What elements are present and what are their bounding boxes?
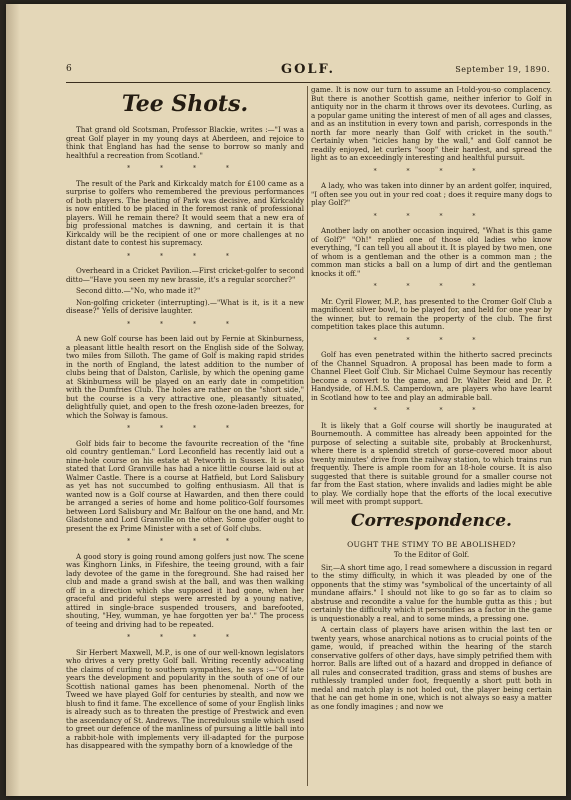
running-head: GOLF.	[280, 62, 335, 77]
paragraph: Second ditto.—"No, who made it?"	[76, 286, 201, 295]
paragraph: A good story is going round among golfers just now. The scene was Kinghorn Links, in Fifeshire, the teeing ground, with a fair lady devotee of the game in the foreground. She had raised her club and made a grand swish at the ball, and was then walking off in a direction which she supposed it had gone, when her graceful and prideful steps were arrested by a young native, attired in single-brace suspended trousers, and barefooted, shouting, "Hey, wumman, ye hae forgotten yer ba'." The process of teeing and driving had to be repeated.	[66, 551, 304, 629]
letter-heading: OUGHT THE STIMY TO BE ABOLISHED?	[347, 539, 516, 549]
separator: * * * *	[127, 538, 243, 545]
paragraph: It is likely that a Golf course will shortly be inaugurated at Bournemouth. A committee has already been appointed for the purpose of selecting a suitable site, probably at Brockenhurst, where there is a splendid stretch of gorse-covered moor about twenty minutes' drive from the railway station, to which trains run frequently. There is ample room for an 18-hole course. It is also suggested that there is suitable ground for a smaller course not far from the East station, where invalids and ladies might be able to play. We cordially hope that the efforts of the local executive will meet with prompt support.	[311, 420, 552, 506]
paragraph: That grand old Scotsman, Professor Blackie, writes :—"I was a great Golf player in my young days at Aberdeen, and rejoice to think that England has had the sense to borrow so manly and healthful a recreation from Scotland."	[66, 125, 304, 160]
paragraph: Non-golfing cricketer (interrupting).—"What is it, is it a new disease?" Yells of derisive laughter.	[66, 297, 304, 315]
paragraph: Mr. Cyril Flower, M.P., has presented to the Cromer Golf Club a magnificent silver bowl, to be played for, and held for one year by the winner, but to remain the property of the club. The first competition takes place this autumn.	[311, 296, 552, 331]
separator: * * * *	[127, 252, 243, 260]
paragraph: game. It is now our turn to assume an I-told-you-so complacency. But there is another Scottish game, neither inferior to Golf in antiquity nor in the charm it throws over its devotees. Curling, as a popular game uniting the interest of men of all ages and classes, and as an institution in every town and parish, corresponds in the north far more nearly than Golf with cricket in the south." Certainly when "icicles hang by the wall," and Golf cannot be readily enjoyed, let curlers "soop" their hardest, and spread the light as to an exceedingly interesting and healthful pursuit.	[311, 86, 552, 162]
paragraph: Another lady on another occasion inquired, "What is this game of Golf?" "Oh!" replied one of those old ladies who know everything, "I can tell you all about it. It is played by two men, one of whom is a gentleman and the other is a common man ; the common man sticks a ball on a lump of dirt and the gentleman knocks it off."	[311, 226, 552, 278]
separator: * * * *	[373, 283, 490, 290]
separator: * * * *	[127, 425, 243, 432]
paragraph: Sir Herbert Maxwell, M.P., is one of our well-known legislators who drives a very pretty Golf ball. Writing recently advocating the claims of curling to southern sympathies, he says :—"Of late years the development and popularity in the south of one of our Scottish national games has been phenomenal. North of the Tweed we have played Golf for centuries by stealth, and now we blush to find it fame. The excellence of some of your English links is already such as to threaten the prestige of Prestwick and even the ascendancy of St. Andrews. The incredulous smile which used to greet our defence of the manliness of pursuing a little ball into a rabbit-hole with implements very ill-adapted for the purpose has disappeared with the sympathy born of a knowledge of the	[66, 647, 304, 750]
paragraph: Golf bids fair to become the favourite recreation of the "fine old country gentleman." Lord Leconfield has recently laid out a nine-hole course on his estate at Petworth in Sussex. It is also stated that Lord Granville has had a nice little course laid out at Walmer Castle. There is a course at Hatfield, but Lord Salisbury as yet has not succumbed to golfing enthusiasm. All that is wanted now is a Golf course at Hawarden, and then there could be arranged a series of home and home politico-Golf foursomes between Lord Salisbury and Mr. Balfour on the one hand, and Mr. Gladstone and Lord Granville on the other. Some golfer ought to present the ex Prime Minister with a set of Golf clubs.	[66, 438, 304, 533]
paragraph: Golf has even penetrated within the hitherto sacred precincts of the Channel Squadron. A proposal has been made to form a Channel Fleet Golf Club. Sir Michael Culme Seymour has recently become a convert to the game, and Dr. Walter Reid and Dr. P. Handyside, of H.M.S. Camperdown, are players who have learnt in Scotland how to tee and play an admirable ball.	[311, 350, 552, 402]
column-divider	[307, 86, 308, 786]
separator: * * * *	[127, 634, 243, 641]
left-column	[66, 86, 304, 786]
paragraph: A new Golf course has been laid out by Fernie at Skinburness, a pleasant little health resort on the English side of the Solway, two miles from Silloth. The game of Golf is making rapid strides in the north of England, the latest addition to the number of clubs being that of Dalston, Carlisle, by which the opening game at Skinburness will be played on an early date in competition with the Dumfries Club. The holes are rather on the "short side," but the course is a very attractive one, pleasantly situated, delightfully quiet, and open to the fresh ozone-laden breezes, for which the Solway is famous.	[66, 334, 304, 420]
paragraph: A certain class of players have arisen within the last ten or twenty years, whose anarchical notions as to crucial points of the game, would, if preached within the hearing of the starch conservative golfers of other days, have simply petrified them with horror. Balls are lifted out of a hazard and dropped in defiance of all rules and consecrated tradition, grass and stems of bushes are ruthlessly trampled under foot, frequently a short putt both in medal and match play is not holed out, the player being certain that he can get home in one, which is not always so easy a matter as one fondly imagines ; and now we	[311, 625, 552, 711]
separator: * * * *	[373, 407, 490, 414]
tee-shots-title: Tee Shots.	[121, 91, 249, 117]
page-number: 6	[66, 64, 72, 74]
separator: * * * *	[127, 165, 243, 172]
paragraph: Sir,—A short time ago, I read somewhere a discussion in regard to the stimy difficulty, in which it was pleaded by one of the opponents that the stimy was "symbolical of the uncertainty of all mundane affairs." I should not like to go so far as to claim so abstruse and recondite a value for the humble gutta as this ; but certainly the difficulty which it personifies as a factor in the game is unquestionably a real, and to some minds, a pressing one.	[311, 562, 552, 623]
correspondence-title: Correspondence.	[351, 510, 512, 531]
separator: * * * *	[373, 336, 490, 344]
paragraph: A lady, who was taken into dinner by an ardent golfer, inquired, "I often see you out in your red coat ; does it require many dogs to play Golf?"	[311, 181, 552, 207]
letter-salutation: To the Editor of Golf.	[393, 550, 470, 559]
header-rule	[66, 82, 550, 83]
issue-date: September 19, 1890.	[455, 65, 550, 74]
paragraph: Overheard in a Cricket Pavilion.—First cricket-golfer to second ditto—"Have you seen my new brassie, it's a regular scorcher?"	[66, 266, 304, 284]
newspaper-page	[6, 4, 566, 796]
right-column	[311, 86, 552, 786]
separator: * * * *	[127, 320, 243, 328]
separator: * * * *	[373, 167, 490, 175]
separator: * * * *	[373, 212, 490, 220]
paragraph: The result of the Park and Kirkcaldy match for £100 came as a surprise to golfers who remembered the previous performances of both players. The beating of Park was decisive, and Kirkcaldy is now entitled to be placed in the foremost rank of professional players. Will he remain there? It would seem that a new era of big professional matches is dawning, and certain it is that Kirkcaldy will be the recipient of one or more challenges at no distant date to contest his supremacy.	[66, 178, 304, 247]
page-header	[66, 62, 550, 80]
